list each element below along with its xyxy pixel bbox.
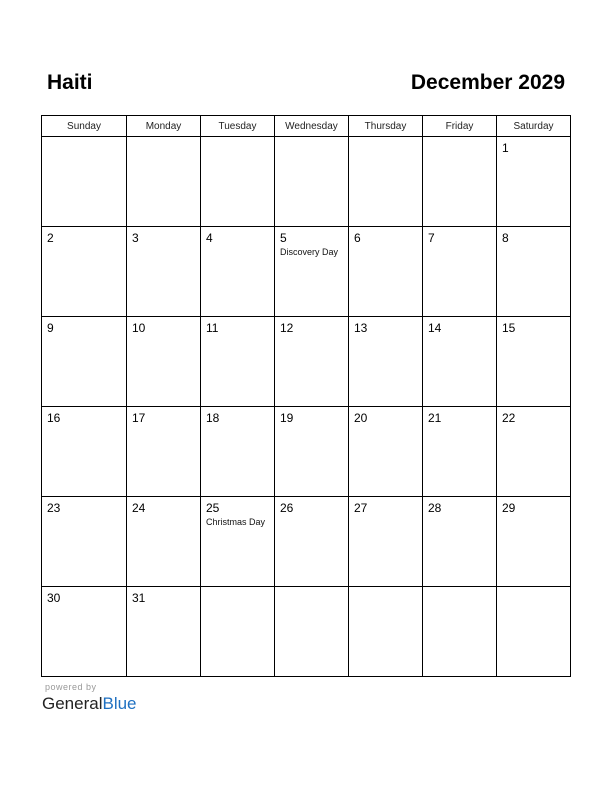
- day-cell: [42, 317, 127, 407]
- day-cell: [275, 587, 349, 677]
- day-cell: [275, 227, 349, 317]
- weekday-friday: Friday: [423, 116, 497, 137]
- day-number: 23: [47, 501, 61, 515]
- day-number: 17: [132, 411, 146, 425]
- day-number: 21: [428, 411, 442, 425]
- day-cell: [275, 497, 349, 587]
- week-row: [42, 137, 571, 227]
- generalblue-logo[interactable]: [42, 694, 137, 714]
- day-cell: [349, 317, 423, 407]
- day-number: 15: [502, 321, 516, 335]
- day-number: 5: [280, 231, 287, 245]
- day-number: 9: [47, 321, 54, 335]
- day-cell: [275, 407, 349, 497]
- day-cell: [275, 317, 349, 407]
- week-row: [42, 407, 571, 497]
- weekday-tuesday: Tuesday: [201, 116, 275, 137]
- day-cell: [201, 317, 275, 407]
- week-row: [42, 227, 571, 317]
- day-cell: [349, 407, 423, 497]
- day-cell: [42, 407, 127, 497]
- day-cell: [423, 137, 497, 227]
- day-cell: [201, 137, 275, 227]
- weekday-header-row: [42, 116, 571, 137]
- day-cell: [423, 407, 497, 497]
- day-number: 29: [502, 501, 516, 515]
- day-cell: [423, 587, 497, 677]
- day-number: 19: [280, 411, 294, 425]
- day-number: 28: [428, 501, 442, 515]
- day-cell: [497, 587, 571, 677]
- day-cell: [497, 137, 571, 227]
- day-number: 3: [132, 231, 139, 245]
- day-number: 31: [132, 591, 146, 605]
- day-cell: [201, 497, 275, 587]
- day-number: 7: [428, 231, 435, 245]
- day-cell: [497, 497, 571, 587]
- day-cell: [201, 407, 275, 497]
- day-cell: [497, 227, 571, 317]
- month-year-title: December 2029: [410, 71, 565, 94]
- day-number: 18: [206, 411, 220, 425]
- day-cell: [349, 497, 423, 587]
- day-number: 8: [502, 231, 509, 245]
- day-cell: [423, 317, 497, 407]
- day-number: 16: [47, 411, 61, 425]
- day-number: 26: [280, 501, 294, 515]
- day-cell: [42, 137, 127, 227]
- country-title: Haiti: [47, 71, 93, 94]
- weekday-saturday: Saturday: [497, 116, 571, 137]
- day-cell: [127, 137, 201, 227]
- day-cell: [201, 587, 275, 677]
- day-cell: [349, 587, 423, 677]
- day-number: 13: [354, 321, 368, 335]
- day-number: 24: [132, 501, 146, 515]
- day-cell: [42, 497, 127, 587]
- day-number: 14: [428, 321, 442, 335]
- day-number: 12: [280, 321, 294, 335]
- day-number: 30: [47, 591, 61, 605]
- day-cell: [349, 227, 423, 317]
- weekday-wednesday: Wednesday: [275, 116, 349, 137]
- day-number: 10: [132, 321, 146, 335]
- holiday-label: Discovery Day: [280, 247, 339, 257]
- day-cell: [127, 227, 201, 317]
- day-number: 25: [206, 501, 220, 515]
- day-cell: [201, 227, 275, 317]
- day-cell: [423, 227, 497, 317]
- week-row: [42, 497, 571, 587]
- brand-general-text: General: [42, 694, 103, 713]
- week-row: [42, 587, 571, 677]
- day-number: 6: [354, 231, 361, 245]
- day-number: 11: [206, 321, 219, 335]
- day-number: 20: [354, 411, 368, 425]
- day-number: 22: [502, 411, 516, 425]
- calendar-grid: [41, 115, 571, 677]
- day-number: 4: [206, 231, 213, 245]
- weekday-monday: Monday: [127, 116, 201, 137]
- day-cell: [127, 497, 201, 587]
- day-cell: [423, 497, 497, 587]
- powered-by-label: powered by: [45, 682, 97, 692]
- day-number: 27: [354, 501, 368, 515]
- day-cell: [127, 317, 201, 407]
- day-cell: [349, 137, 423, 227]
- week-row: [42, 317, 571, 407]
- weekday-thursday: Thursday: [349, 116, 423, 137]
- weekday-sunday: Sunday: [42, 116, 127, 137]
- day-number: 1: [502, 141, 509, 155]
- day-cell: [127, 587, 201, 677]
- holiday-label: Christmas Day: [206, 517, 266, 527]
- brand-blue-text: Blue: [102, 694, 137, 713]
- day-cell: [497, 317, 571, 407]
- day-cell: [42, 227, 127, 317]
- day-cell: [127, 407, 201, 497]
- day-cell: [42, 587, 127, 677]
- day-cell: [275, 137, 349, 227]
- day-number: 2: [47, 231, 54, 245]
- day-cell: [497, 407, 571, 497]
